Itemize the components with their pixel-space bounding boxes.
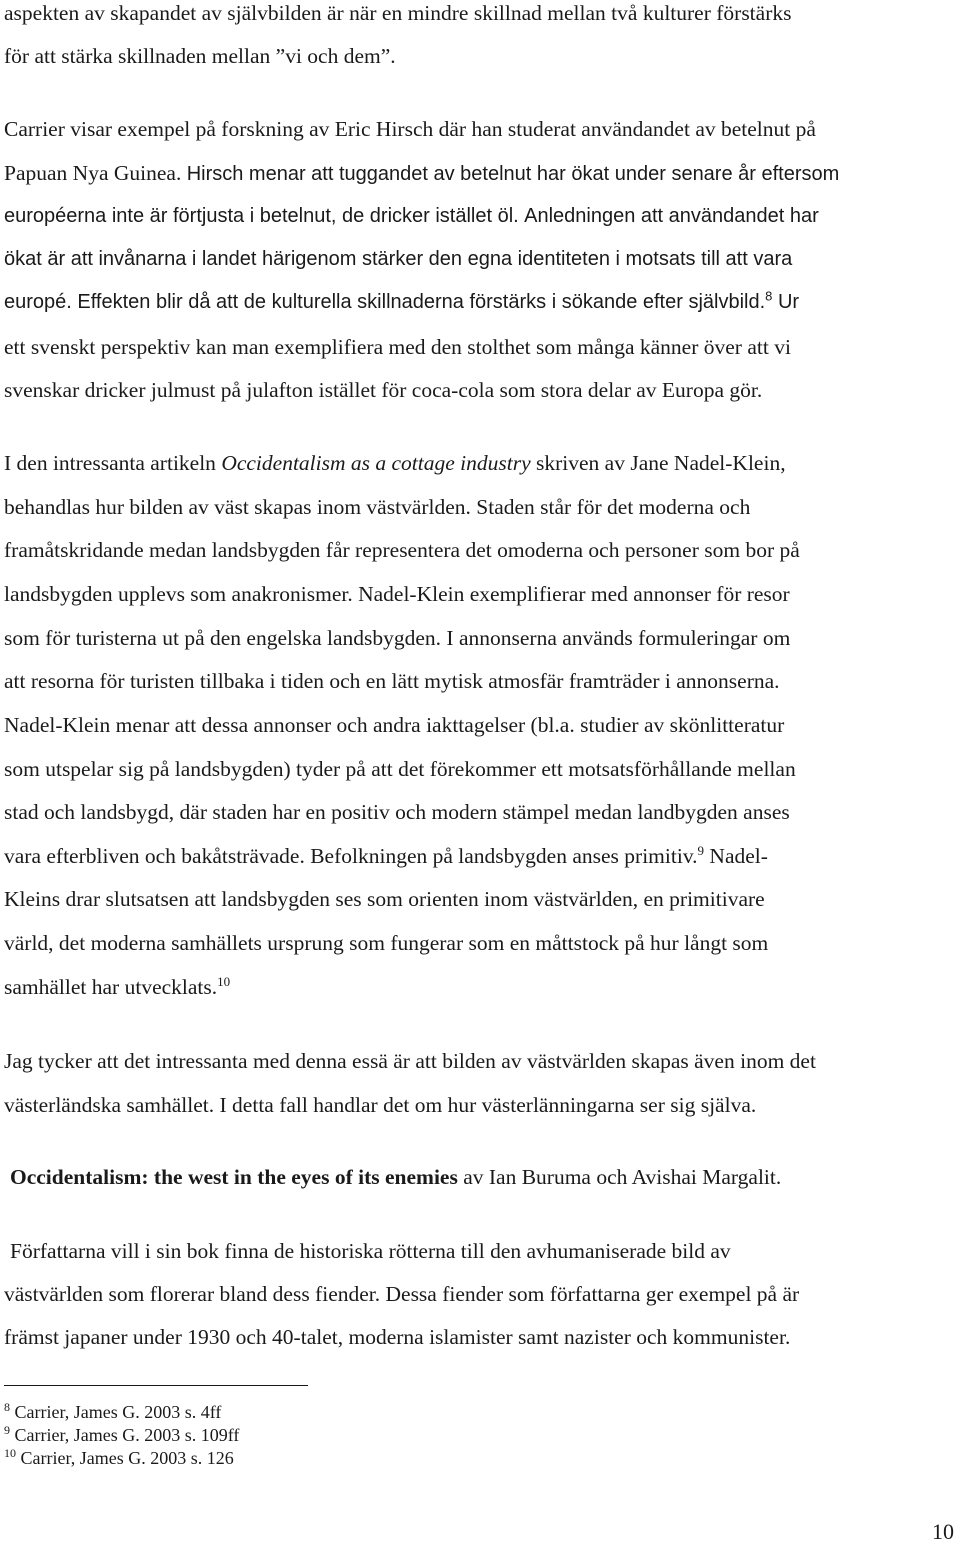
text-line: Nadel-Klein menar att dessa annonser och andra iakttagelser (bl.a. studier av skönlitteratur [4,713,785,737]
text-line: att resorna för turisten tillbaka i tiden och en lätt mytisk atmosfär framträder i annonserna. [4,669,780,693]
page-number: 10 [932,1519,954,1544]
text-line: Papuan Nya Guinea. Hirsch menar att tuggandet av betelnut har ökat under senare år eftersom [4,161,840,185]
text-line: aspekten av skapandet av självbilden är när en mindre skillnad mellan två kulturer förstärks [4,1,792,25]
text-line: I den intressanta artikeln Occidentalism as a cottage industry skriven av Jane Nadel-Klein, [4,451,786,475]
text-line: västerländska samhället. I detta fall handlar det om hur västerlänningarna ser sig själva. [4,1093,757,1117]
text-line: värld, det moderna samhällets ursprung som fungerar som en måttstock på hur långt som [4,931,769,955]
text-line: främst japaner under 1930 och 40-talet, moderna islamister samt nazister och kommunister. [4,1325,791,1349]
footnote: $^9$ Carrier, James G. 2003 s. 109ff [4,1423,240,1445]
text-line: vara efterbliven och bakåtsträvade. Befolkningen på landsbygden anses primitiv.$^9$ Nadel- [4,842,768,868]
footnote-separator [4,1385,308,1386]
text-line: europé. Effekten blir då att de kulturella skillnaderna förstärks i sökande efter självbild.$^8$ Ur [4,288,800,313]
text-line: för att stärka skillnaden mellan ”vi och dem”. [4,44,396,68]
footnote: $^8$ Carrier, James G. 2003 s. 4ff [4,1400,222,1422]
text-line: ett svenskt perspektiv kan man exemplifiera med den stolthet som många känner över att vi [4,335,791,359]
footnote: $^{10}$ Carrier, James G. 2003 s. 126 [4,1446,234,1468]
book-title: Occidentalism: the west in the eyes of its enemies [10,1165,458,1189]
footnote-ref: 10 [217,973,231,989]
text-line: Kleins drar slutsatsen att landsbygden ses som orienten inom västvärlden, en primitivare [4,887,765,911]
text-line: som för turisterna ut på den engelska landsbygden. I annonserna används formuleringar om [4,626,791,650]
book-heading: Occidentalism: the west in the eyes of its enemies av Ian Buruma och Avishai Margalit. [10,1165,782,1189]
article-title: Occidentalism as a cottage industry [221,451,531,475]
text-line: landsbygden upplevs som anakronismer. Nadel-Klein exemplifierar med annonser för resor [4,582,790,606]
footnote-ref: 9 [697,842,705,858]
text-line: Jag tycker att det intressanta med denna essä är att bilden av västvärlden skapas även inom det [4,1049,816,1073]
text-line: samhället har utvecklats.$^{10}$ [4,973,231,999]
text-line: svenskar dricker julmust på julafton istället för coca-cola som stora delar av Europa gör. [4,378,763,402]
text-line: västvärlden som florerar bland dess fiender. Dessa fiender som författarna ger exempel på är [4,1282,800,1306]
text-line: ökat är att invånarna i landet härigenom stärker den egna identiteten i motsats till att vara [4,248,793,270]
text-line: Carrier visar exempel på forskning av Eric Hirsch där han studerat användandet av betelnut på [4,117,816,141]
text-line: stad och landsbygd, där staden har en positiv och modern stämpel medan landbygden anses [4,800,790,824]
text-line: Författarna vill i sin bok finna de historiska rötterna till den avhumaniserade bild av [10,1239,731,1263]
footnote-ref: 8 [765,288,773,304]
text-line: som utspelar sig på landsbygden) tyder på att det förekommer ett motsatsförhållande mellan [4,757,796,781]
text-line: behandlas hur bilden av väst skapas inom västvärlden. Staden står för det moderna och [4,495,751,519]
text-line: européerna inte är förtjusta i betelnut, de dricker istället öl. Anledningen att användandet har [4,205,819,227]
text-line: framåtskridande medan landsbygden får representera det omoderna och personer som bor på [4,538,800,562]
